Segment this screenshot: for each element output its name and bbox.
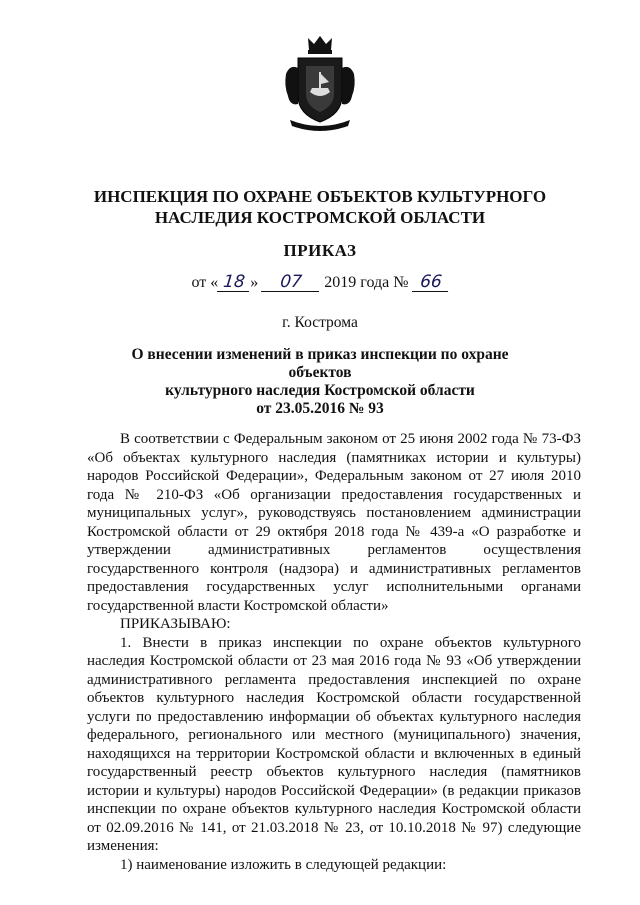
document-type-title: ПРИКАЗ bbox=[283, 241, 357, 260]
body-paragraph-item1: 1. Внести в приказ инспекции по охране объектов культурного наследия Костромской области от 23 мая 2016 года № 93 «Об утверждении административного регламента предоставления инспекцией по охране объектов культурного наследия Костромской области государственной услуги по предоставлению информации об объектах культурного наследия федерального, регионального или местного (муниципального) значения, находящихся на территории Костромской области и включенных в единый государственный реестр объектов культурного наследия (памятников истории и культуры) народов Российской Федерации» (в редакции приказов инспекции по охране объектов культурного наследия Костромской области от 02.09.2016 № 141, от 21.03.2018 № 23, от 10.10.2018 № 97) следующие изменения: bbox=[87, 634, 581, 854]
date-day-handwritten: 18 bbox=[217, 273, 251, 292]
body-paragraph-subitem1: 1) наименование изложить в следующей редакции: bbox=[120, 856, 447, 873]
organization-title-line2: НАСЛЕДИЯ КОСТРОМСКОЙ ОБЛАСТИ bbox=[154, 208, 486, 227]
order-number-handwritten: 66 bbox=[412, 273, 450, 292]
date-mid: » bbox=[250, 274, 259, 291]
subject-line1: О внесении изменений в приказ инспекции по охране объектов bbox=[131, 346, 509, 381]
organization-title bbox=[80, 186, 560, 228]
body-command: ПРИКАЗЫВАЮ: bbox=[120, 616, 231, 632]
order-body bbox=[87, 430, 581, 874]
order-date-line bbox=[0, 273, 640, 292]
date-month-handwritten: 07 bbox=[261, 273, 321, 292]
coat-of-arms-emblem bbox=[284, 34, 356, 134]
subject-line2: культурного наследия Костромской области bbox=[165, 382, 475, 399]
order-subject bbox=[100, 346, 540, 418]
date-year-text: 2019 года № bbox=[324, 274, 409, 291]
date-prefix: от « bbox=[191, 274, 219, 291]
organization-title-line1: ИНСПЕКЦИЯ ПО ОХРАНЕ ОБЪЕКТОВ КУЛЬТУРНОГО bbox=[93, 187, 547, 206]
subject-line3: от 23.05.2016 № 93 bbox=[256, 400, 384, 417]
city-name: г. Кострома bbox=[282, 314, 358, 331]
body-paragraph-preamble: В соответствии с Федеральным законом от 25 июня 2002 года № 73-ФЗ «Об объектах культурного наследия (памятниках истории и культуры) народов Российской Федерации», Федеральным законом от 27 июля 2010 года № 210-ФЗ «Об организации предоставления государственных и муниципальных услуг», руководствуясь постановлением администрации Костромской области от 29 октября 2018 года № 439-а «О разработке и утверждении административных регламентов осуществления государственного контроля (надзора) и административных регламентов предоставления государственных услуг исполнительными органами государственной власти Костромской области» bbox=[87, 431, 581, 614]
